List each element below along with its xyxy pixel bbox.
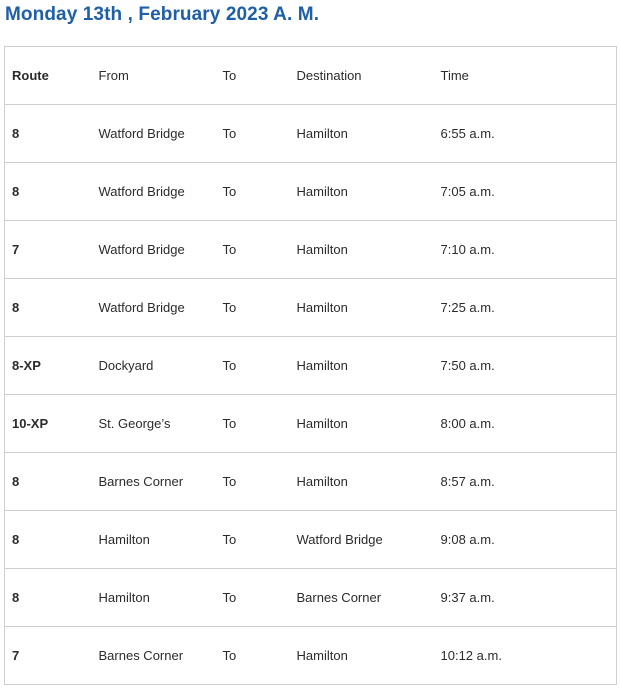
cell-from: Watford Bridge bbox=[92, 105, 216, 163]
cell-destination: Hamilton bbox=[290, 105, 434, 163]
cell-time: 9:08 a.m. bbox=[434, 511, 617, 569]
cell-to: To bbox=[216, 279, 290, 337]
cell-to: To bbox=[216, 221, 290, 279]
cell-time: 7:05 a.m. bbox=[434, 163, 617, 221]
cell-time: 7:10 a.m. bbox=[434, 221, 617, 279]
cell-from: Hamilton bbox=[92, 569, 216, 627]
cell-from: Watford Bridge bbox=[92, 221, 216, 279]
cell-time: 8:00 a.m. bbox=[434, 395, 617, 453]
header-row bbox=[5, 47, 617, 105]
cell-route: 8 bbox=[5, 105, 92, 163]
header-to: To bbox=[216, 47, 290, 105]
cell-route: 8 bbox=[5, 279, 92, 337]
cell-destination: Hamilton bbox=[290, 279, 434, 337]
cell-destination: Hamilton bbox=[290, 163, 434, 221]
cell-from: Watford Bridge bbox=[92, 279, 216, 337]
cell-route: 8 bbox=[5, 511, 92, 569]
cell-route: 10-XP bbox=[5, 395, 92, 453]
cell-route: 8 bbox=[5, 453, 92, 511]
cell-from: Barnes Corner bbox=[98, 648, 184, 663]
cell-to: To bbox=[216, 569, 290, 627]
cell-route: 7 bbox=[12, 648, 20, 663]
cell-from: St. George’s bbox=[92, 395, 216, 453]
cell-destination: Watford Bridge bbox=[290, 511, 434, 569]
cell-destination: Hamilton bbox=[296, 648, 348, 663]
header-route: Route bbox=[5, 47, 92, 105]
table-row bbox=[5, 163, 617, 221]
cell-to: To bbox=[222, 648, 237, 663]
table-row bbox=[5, 627, 617, 685]
cell-from: Barnes Corner bbox=[92, 453, 216, 511]
table-header bbox=[5, 47, 617, 105]
cell-to: To bbox=[216, 511, 290, 569]
bus-schedule-table bbox=[4, 46, 617, 685]
cell-route: 8 bbox=[5, 569, 92, 627]
cell-to: To bbox=[216, 163, 290, 221]
table-row bbox=[5, 395, 617, 453]
cell-destination: Hamilton bbox=[290, 337, 434, 395]
cell-destination: Hamilton bbox=[290, 221, 434, 279]
table-row bbox=[5, 221, 617, 279]
cell-to: To bbox=[216, 337, 290, 395]
cell-time: 10:12 a.m. bbox=[440, 648, 502, 663]
header-destination: Destination bbox=[290, 47, 434, 105]
cell-time: 6:55 a.m. bbox=[434, 105, 617, 163]
cell-destination: Hamilton bbox=[290, 395, 434, 453]
table-row bbox=[5, 511, 617, 569]
cell-from: Watford Bridge bbox=[92, 163, 216, 221]
page-title: Monday 13th , February 2023 A. M. bbox=[5, 4, 320, 25]
cell-time: 8:57 a.m. bbox=[434, 453, 617, 511]
cell-route: 7 bbox=[5, 221, 92, 279]
cell-time: 7:25 a.m. bbox=[434, 279, 617, 337]
table-row bbox=[5, 279, 617, 337]
table-row bbox=[5, 337, 617, 395]
header-from: From bbox=[92, 47, 216, 105]
cell-time: 9:37 a.m. bbox=[434, 569, 617, 627]
cell-from: Dockyard bbox=[92, 337, 216, 395]
cell-to: To bbox=[216, 395, 290, 453]
table-row bbox=[5, 453, 617, 511]
cell-route: 8 bbox=[5, 163, 92, 221]
cell-route: 8-XP bbox=[5, 337, 92, 395]
header-time: Time bbox=[434, 47, 617, 105]
table-row bbox=[5, 569, 617, 627]
cell-from: Hamilton bbox=[92, 511, 216, 569]
cell-destination: Barnes Corner bbox=[290, 569, 434, 627]
cell-to: To bbox=[216, 453, 290, 511]
cell-time: 7:50 a.m. bbox=[434, 337, 617, 395]
cell-to: To bbox=[216, 105, 290, 163]
table-row bbox=[5, 105, 617, 163]
cell-destination: Hamilton bbox=[290, 453, 434, 511]
table-body bbox=[5, 105, 617, 685]
